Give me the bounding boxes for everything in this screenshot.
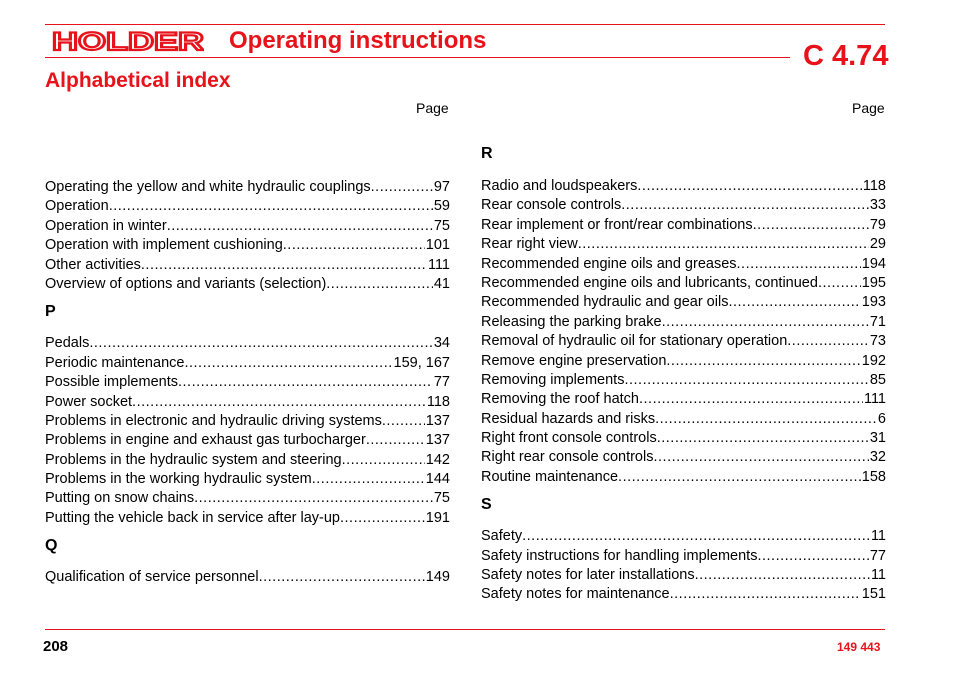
index-entry [481,293,886,312]
index-entry-text: Recommended engine oils and greases [481,255,737,272]
index-entry-text: Routine maintenance [481,468,619,485]
index-entry-page: 192 [861,352,886,369]
index-entry-page: 11 [870,567,886,584]
index-entry-page: 118 [426,393,450,410]
index-entry [481,566,886,585]
index-heading: Alphabetical index [45,69,231,92]
index-entry-page: 11 [870,528,886,545]
index-entry-text: Overview of options and variants (selection) [45,275,327,292]
index-entry-page: 85 [869,371,886,388]
index-entry [481,547,886,566]
index-entry [481,390,886,409]
index-entry [45,275,450,294]
index-entry-page: 75 [433,217,450,234]
index-entry [45,217,450,236]
index-entry [481,235,886,254]
index-entry [45,334,450,353]
index-entry-text: Periodic maintenance [45,354,185,371]
index-entry-text: Safety instructions for handling implements [481,547,758,564]
index-entry-text: Operation [45,198,109,215]
svg-text:HOLDER: HOLDER [52,30,204,52]
dot-leader [737,255,861,274]
footer-rule [45,629,885,630]
index-entry-page: 73 [869,333,886,350]
index-entry-text: Removal of hydraulic oil for stationary operation [481,333,788,350]
index-entry-text: Problems in the working hydraulic system [45,471,312,488]
dot-leader [194,489,433,508]
index-entry-text: Rear right view [481,236,578,253]
index-entry [481,196,886,215]
index-entry [45,509,450,528]
index-entry-text: Right rear console controls [481,449,654,466]
document-title: Operating instructions [229,27,487,54]
index-entry-text: Releasing the parking brake [481,313,662,330]
index-entry-page: 41 [433,275,450,292]
dot-leader [326,275,433,294]
index-entry [45,373,450,392]
index-entry-text: Right front console controls [481,430,657,447]
dot-leader [382,412,425,431]
index-entry [45,451,450,470]
index-entry-page: 118 [862,178,886,194]
index-entry [481,332,886,351]
index-entry-text: Removing implements [481,371,625,388]
index-column-left [45,178,450,588]
index-entry-text: Pedals [45,335,90,352]
index-entry-text: Recommended hydraulic and gear oils [481,294,729,311]
index-entry-page: 29 [869,236,886,253]
index-group-r [481,177,886,487]
index-entry-text: Residual hazards and risks [481,410,656,427]
index-entry-text: Operation with implement cushioning [45,237,283,254]
index-entry-page: 191 [425,509,450,526]
index-entry-page: 194 [861,255,886,272]
dot-leader [618,468,861,487]
index-group-p [45,334,450,528]
index-entry-text: Qualification of service personnel [45,569,259,586]
dot-leader [653,448,868,467]
index-entry-page: 151 [861,586,886,603]
index-entry-page: 34 [433,335,450,352]
dot-leader [621,196,869,215]
document-number: 149 443 [837,640,881,654]
index-entry [481,527,886,546]
index-entry-page: 6 [877,410,886,427]
index-entry-text: Rear implement or front/rear combinations [481,216,753,233]
index-letter-s: S [481,496,492,514]
index-entry-page: 32 [869,449,886,466]
index-entry-text: Putting on snow chains [45,490,195,507]
index-entry-text: Problems in the hydraulic system and steering [45,451,342,468]
index-entry [481,255,886,274]
index-entry-page: 59 [433,198,450,215]
index-entry-text: Possible implements [45,374,178,391]
index-group-s [481,527,886,605]
index-entry [45,489,450,508]
index-entry-page: 142 [425,451,450,468]
header-underline [45,57,790,58]
index-entry [481,468,886,487]
dot-leader [342,451,425,470]
index-entry [481,585,886,604]
index-entry [481,410,886,429]
top-rule [45,24,885,25]
index-entry [45,393,450,412]
index-entry [45,256,450,275]
dot-leader [624,371,868,390]
page-number: 208 [43,638,69,655]
dot-leader [753,216,869,235]
index-entry-page: 111 [863,391,886,408]
dot-leader [522,527,870,546]
dot-leader [695,566,870,585]
index-entry-text: Problems in engine and exhaust gas turbocharger [45,432,366,449]
index-entry-text: Problems in electronic and hydraulic driving systems [45,412,382,429]
index-entry [481,216,886,235]
index-entry-page: 31 [869,430,886,447]
index-entry-page: 137 [425,432,450,449]
index-entry-page: 77 [869,547,886,564]
index-letter-r: R [481,145,493,162]
page-column-label-right: Page [852,100,885,116]
index-entry-page: 71 [869,313,886,330]
index-entry [481,429,886,448]
dot-leader [670,585,861,604]
index-column-right [481,140,886,605]
dot-leader [818,274,861,293]
index-entry [45,197,450,216]
index-group-q [45,568,450,587]
index-entry-page: 101 [425,237,450,254]
index-group-o [45,178,450,294]
dot-leader [787,332,869,351]
index-entry-page: 159, 167 [393,354,450,371]
index-entry-text: Putting the vehicle back in service after lay-up [45,509,340,526]
index-letter-q: Q [45,537,58,555]
index-entry-page: 158 [861,468,886,485]
index-entry [45,412,450,431]
index-entry [45,431,450,450]
index-entry [45,178,450,197]
index-entry [481,274,886,293]
dot-leader [757,547,868,566]
dot-leader [666,352,860,371]
index-entry-page: 77 [433,374,450,391]
dot-leader [89,334,433,353]
index-entry [481,448,886,467]
index-entry-page: 144 [425,471,450,488]
dot-leader [259,568,425,587]
dot-leader [312,470,425,489]
dot-leader [283,236,425,255]
index-entry-text: Removing the roof hatch [481,391,639,408]
index-entry [481,313,886,332]
index-entry-text: Remove engine preservation [481,352,667,369]
index-entry-text: Radio and loudspeakers [481,178,638,194]
dot-leader [655,410,877,429]
dot-leader [728,293,860,312]
dot-leader [178,373,433,392]
index-entry-page: 137 [425,412,450,429]
dot-leader [371,178,433,197]
index-entry [481,352,886,371]
dot-leader [637,177,861,196]
dot-leader [340,509,425,528]
index-letter-p: P [45,303,56,321]
dot-leader [366,431,425,450]
index-entry-page: 33 [869,197,886,214]
index-entry [45,236,450,255]
index-entry-text: Operating the yellow and white hydraulic couplings [45,179,371,195]
index-entry-text: Safety notes for later installations [481,567,695,584]
index-entry [481,177,886,196]
index-entry-page: 149 [425,569,450,586]
index-entry-page: 75 [433,490,450,507]
index-entry-text: Safety [481,528,523,545]
index-entry [481,371,886,390]
dot-leader [132,393,426,412]
index-entry [45,568,450,587]
index-entry-text: Operation in winter [45,217,167,234]
index-entry-page: 111 [427,256,450,273]
dot-leader [184,354,392,373]
index-entry-text: Power socket [45,393,133,410]
index-entry-page: 193 [861,294,886,311]
page-column-label-left: Page [416,100,449,116]
section-code: C 4.74 [803,40,889,72]
index-entry [45,354,450,373]
index-entry-text: Recommended engine oils and lubricants, continued [481,274,818,291]
index-entry-page: 97 [433,179,450,195]
index-entry [45,470,450,489]
dot-leader [167,217,433,236]
dot-leader [141,256,427,275]
index-entry-text: Other activities [45,256,141,273]
holder-logo [52,30,204,52]
index-entry-page: 195 [861,274,886,291]
dot-leader [639,390,863,409]
index-entry-text: Safety notes for maintenance [481,586,670,603]
dot-leader [578,235,869,254]
index-entry-text: Rear console controls [481,197,622,214]
index-entry-page: 79 [869,216,886,233]
dot-leader [662,313,869,332]
dot-leader [109,197,433,216]
dot-leader [657,429,869,448]
